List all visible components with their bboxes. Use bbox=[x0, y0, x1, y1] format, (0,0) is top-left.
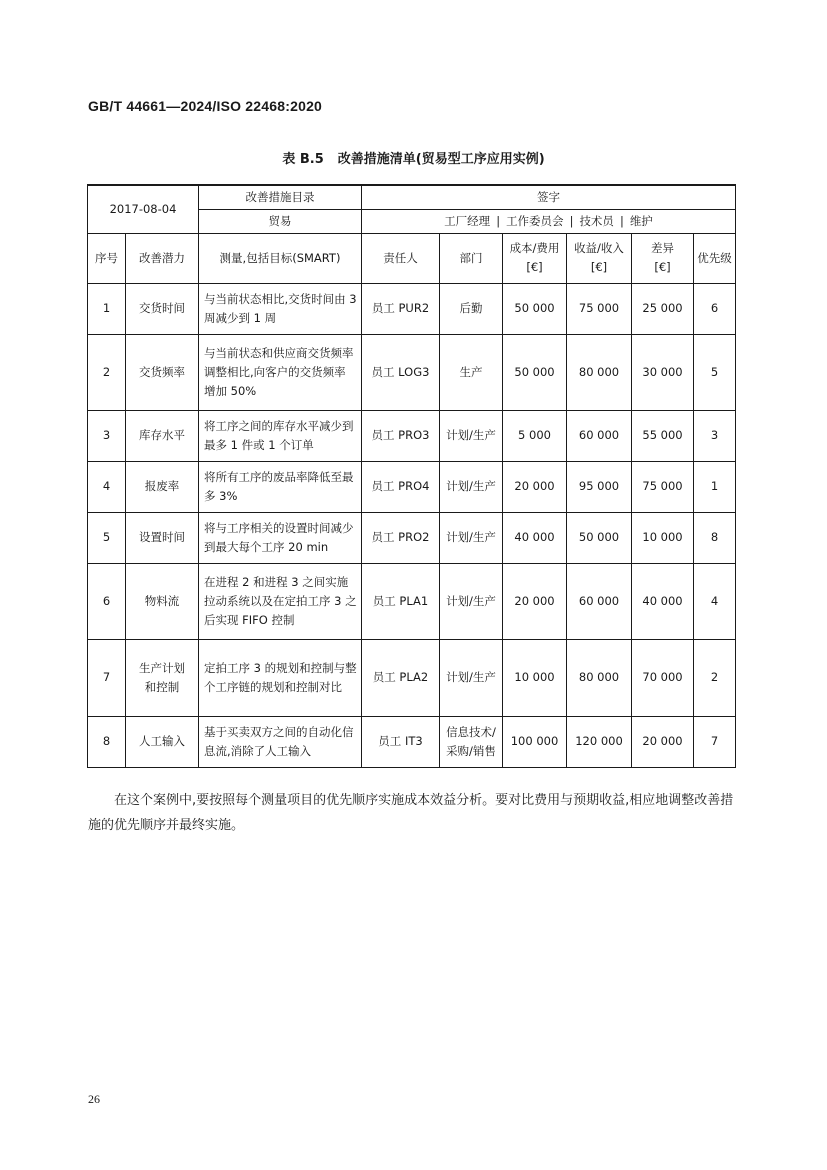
table-row: 7 生产计划和控制 定拍工序 3 的规划和控制与整个工序链的规划和控制对比 员工 PLA2 计划/生产 10 000 80 000 70 000 2 bbox=[88, 639, 736, 716]
table-row: 3 库存水平 将工序之间的库存水平减少到最多 1 件或 1 个订单 员工 PRO3 计划/生产 5 000 60 000 55 000 3 bbox=[88, 410, 736, 461]
table-title bbox=[0, 148, 827, 167]
header-diff: 差异 [€] bbox=[632, 233, 694, 283]
header-seq: 序号 bbox=[88, 233, 126, 283]
header-measure: 测量,包括目标(SMART) bbox=[199, 233, 362, 283]
header-potential: 改善潜力 bbox=[126, 233, 199, 283]
header-cost: 成本/费用 [€] bbox=[503, 233, 567, 283]
table-row: 8 人工输入 基于买卖双方之间的自动化信息流,消除了人工输入 员工 IT3 信息技术/采购/销售 100 000 120 000 20 000 7 bbox=[88, 716, 736, 767]
table-row: 6 物料流 在进程 2 和进程 3 之间实施拉动系统以及在定拍工序 3 之后实现 FIFO 控制 员工 PLA1 计划/生产 20 000 60 000 40 000 4 bbox=[88, 563, 736, 639]
catalog-value: 贸易 bbox=[199, 209, 362, 233]
header-dept: 部门 bbox=[440, 233, 503, 283]
signature-label: 签字 bbox=[362, 185, 736, 209]
header-owner: 责任人 bbox=[362, 233, 440, 283]
table-row: 1 交货时间 与当前状态相比,交货时间由 3 周减少到 1 周 员工 PUR2 后勤 50 000 75 000 25 000 6 bbox=[88, 283, 736, 334]
improvement-measures-table bbox=[87, 184, 736, 768]
catalog-label: 改善措施目录 bbox=[199, 185, 362, 209]
header-revenue: 收益/收入 [€] bbox=[567, 233, 632, 283]
signer-maintenance: 维护 bbox=[629, 213, 653, 228]
signers-cell: 工厂经理 | 工作委员会 | 技术员 | 维护 bbox=[362, 209, 736, 233]
table-row: 2 交货频率 与当前状态和供应商交货频率调整相比,向客户的交货频率增加 50% 员工 LOG3 生产 50 000 80 000 30 000 5 bbox=[88, 334, 736, 410]
table-number: 表 B.5 bbox=[282, 152, 324, 167]
standard-number: GB/T 44661—2024/ISO 22468:2020 bbox=[88, 98, 323, 114]
table-caption: 改善措施清单(贸易型工序应用实例) bbox=[337, 152, 545, 167]
signer-plant-manager: 工厂经理 bbox=[444, 213, 491, 228]
date-cell: 2017-08-04 bbox=[88, 185, 199, 233]
signer-works-council: 工作委员会 bbox=[506, 213, 564, 228]
signer-technician: 技术员 bbox=[579, 213, 614, 228]
header-priority: 优先级 bbox=[694, 233, 736, 283]
body-paragraph: 在这个案例中,要按照每个测量项目的优先顺序实施成本效益分析。要对比费用与预期收益,相应地调整改善措施的优先顺序并最终实施。 bbox=[88, 793, 734, 833]
page-number: 26 bbox=[88, 1092, 100, 1106]
table-row: 5 设置时间 将与工序相关的设置时间减少到最大每个工序 20 min 员工 PRO2 计划/生产 40 000 50 000 10 000 8 bbox=[88, 512, 736, 563]
table-row: 4 报废率 将所有工序的废品率降低至最多 3% 员工 PRO4 计划/生产 20 000 95 000 75 000 1 bbox=[88, 461, 736, 512]
